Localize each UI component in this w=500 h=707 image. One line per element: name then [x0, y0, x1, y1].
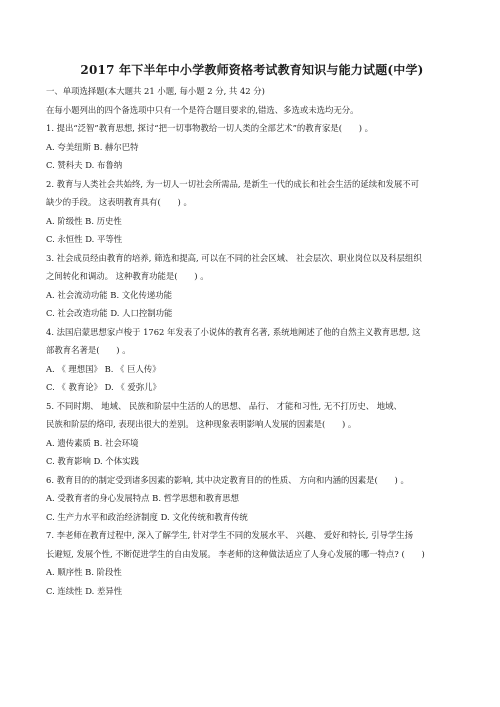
question-stem-line: 4. 法国启蒙思想家卢梭于 1762 年发表了小说体的教育名著, 系统地阐述了他的自然主义教育思想, 这: [46, 326, 421, 337]
question-stem-line: 之间转化和调动。 这种教育功能是( ) 。: [46, 271, 209, 281]
answer-option-line: C. 连续性 D. 差异性: [46, 585, 123, 596]
answer-option-line: C. 永恒性 D. 平等性: [46, 234, 123, 244]
question-1: [46, 123, 458, 171]
answer-option-line: A. 社会流动功能 B. 文化传递功能: [46, 289, 173, 300]
answer-option-line: C. 教育影响 D. 个体实践: [46, 456, 139, 466]
answer-option-line: A. 《 理想国》 B. 《 巨人传》: [46, 363, 161, 374]
exam-title: 2017 年下半年中小学教师资格考试教育知识与能力试题(中学): [80, 63, 424, 77]
question-6: [46, 475, 458, 523]
question-3: [46, 253, 458, 320]
answer-option-line: C. 赞科夫 D. 布鲁纳: [46, 160, 123, 170]
question-stem-line: 2. 教育与人类社会共始终, 为一切人一切社会所需品, 是新生一代的成长和社会生活的延续和发展不可: [46, 178, 420, 189]
question-5: [46, 401, 458, 468]
question-7: [46, 530, 458, 597]
question-stem-line: 6. 教育目的的制定受到诸多因素的影响, 其中决定教育目的的性质、 方向和内涵的因素是( ) 。: [46, 474, 409, 485]
answer-option-line: C. 社会改造功能 D. 人口控制功能: [46, 308, 173, 318]
question-4: [46, 327, 458, 394]
question-2: [46, 179, 458, 246]
question-stem-line: 缺少的手段。 这表明教育具有( ) 。: [46, 197, 192, 207]
question-list: [46, 123, 458, 597]
answer-option-line: A. 夸美纽斯 B. 赫尔巴特: [46, 141, 139, 152]
question-stem-line: 7. 李老师在教育过程中, 深入了解学生, 针对学生不同的发展水平、 兴趣、 爱好和特长, 引导学生扬: [46, 530, 413, 540]
answer-option-line: A. 遗传素质 B. 社会环境: [46, 437, 139, 448]
answer-option-line: A. 顺序性 B. 阶段性: [46, 567, 122, 577]
answer-option-line: C. 生产力水平和政治经济制度 D. 文化传统和教育传统: [46, 511, 248, 522]
section-heading: 一、单项选择题(本大题共 21 小题, 每小题 2 分, 共 42 分): [46, 86, 265, 96]
question-stem-line: 1. 提出“泛智”教育思想, 探讨“把一切事物教给一切人类的全部艺术”的教育家是( ) 。: [46, 123, 374, 133]
instruction-text: 在每小题列出的四个备选项中只有一个是符合题目要求的,错选、多选或未选均无分。: [46, 104, 359, 115]
answer-option-line: A. 受教育者的身心发展特点 B. 哲学思想和教育思想: [46, 493, 240, 503]
exam-page: [46, 62, 458, 604]
question-stem-line: 3. 社会成员经由教育的培养, 筛选和提高, 可以在不同的社会区域、 社会层次、职业岗位以及科层组织: [46, 252, 422, 263]
question-stem-line: 5. 不同时期、 地域、 民族和阶层中生活的人的思想、 品行、 才能和习性, 无不打历史、 地域、: [46, 400, 402, 411]
answer-option-line: C. 《 教育论》 D. 《 爱弥儿》: [46, 382, 161, 392]
question-stem-line: 民族和阶层的烙印, 表现出很大的差别。 这种现象表明影响人发展的因素是( ) 。: [46, 419, 357, 429]
question-stem-line: 长避短, 发展个性, 不断促进学生的自由发展。 李老师的这种做法适应了人身心发展的哪一特点? ( ): [46, 548, 425, 559]
answer-option-line: A. 阶级性 B. 历史性: [46, 215, 122, 226]
question-stem-line: 部教育名著是( ) 。: [46, 345, 131, 355]
